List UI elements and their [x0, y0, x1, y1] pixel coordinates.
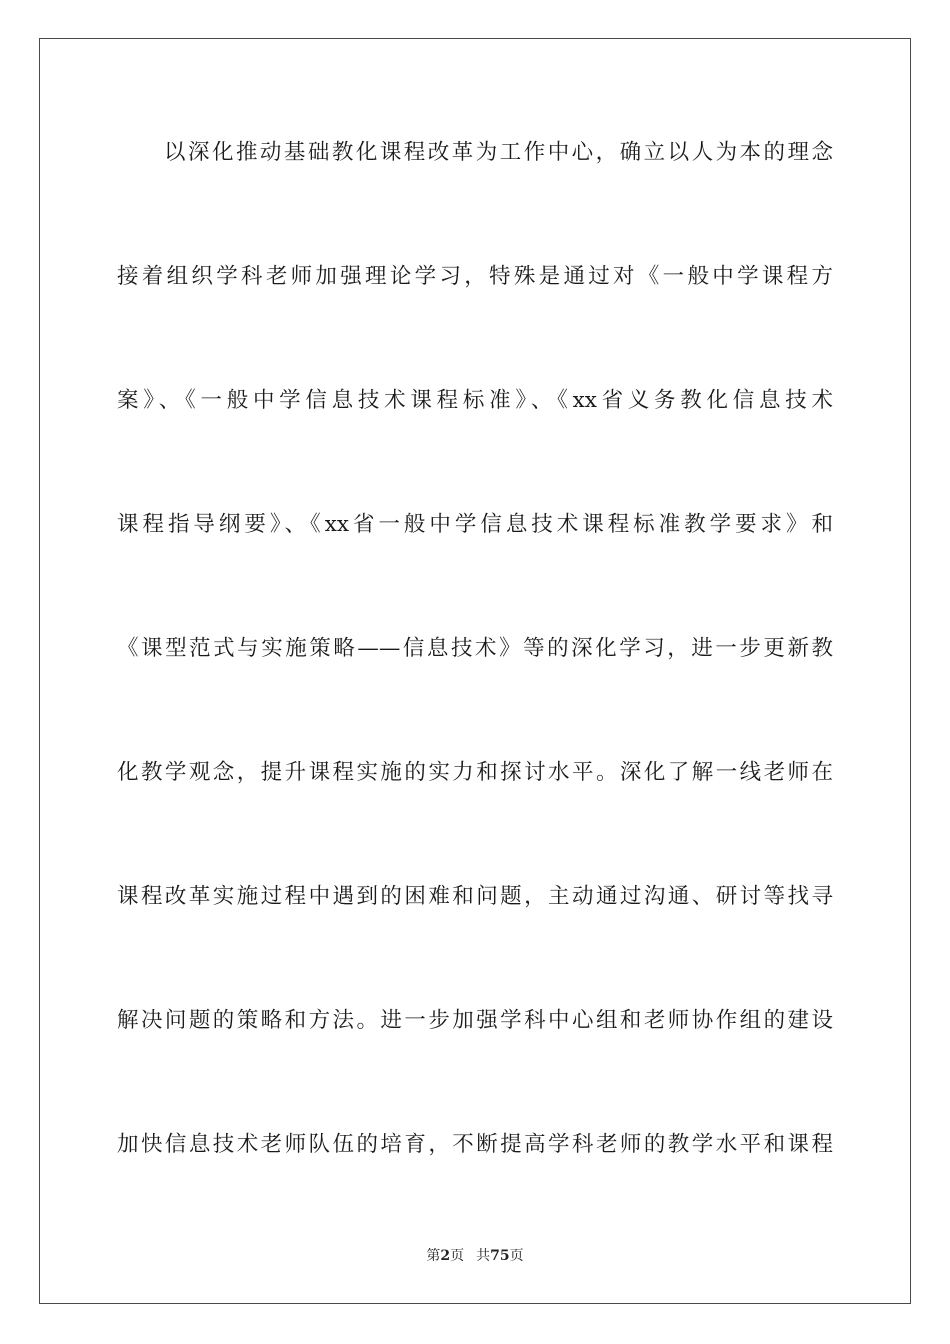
page-prefix: 第: [426, 1248, 441, 1264]
paragraph-line: 化教学观念，提升课程实施的实力和探讨水平。深化了解一线老师在: [117, 760, 833, 785]
page-number: 2: [440, 1248, 451, 1264]
paragraph-line: 接着组织学科老师加强理论学习，特殊是通过对《一般中学课程方: [117, 264, 833, 289]
page-footer: [0, 1247, 950, 1265]
paragraph-line: 解决问题的策略和方法。进一步加强学科中心组和老师协作组的建设: [117, 1008, 833, 1033]
paragraph-line: 课程改革实施过程中遇到的困难和问题，主动通过沟通、研讨等找寻: [117, 884, 833, 909]
paragraph-line: 课程指导纲要》、《xx省一般中学信息技术课程标准教学要求》和: [117, 512, 833, 537]
paragraph-line: 以深化推动基础教化课程改革为工作中心，确立以人为本的理念: [164, 140, 833, 165]
page-border: [39, 38, 911, 1304]
total-suffix: 页: [509, 1248, 524, 1264]
paragraph-line: 加快信息技术老师队伍的培育，不断提高学科老师的教学水平和课程: [117, 1132, 833, 1157]
paragraph-line: 《课型范式与实施策略——信息技术》等的深化学习，进一步更新教: [117, 636, 833, 661]
total-prefix: 共: [476, 1248, 491, 1264]
paragraph-line: 案》、《一般中学信息技术课程标准》、《xx省义务教化信息技术: [117, 388, 833, 413]
total-pages: 75: [490, 1248, 510, 1264]
page-suffix: 页: [450, 1248, 465, 1264]
